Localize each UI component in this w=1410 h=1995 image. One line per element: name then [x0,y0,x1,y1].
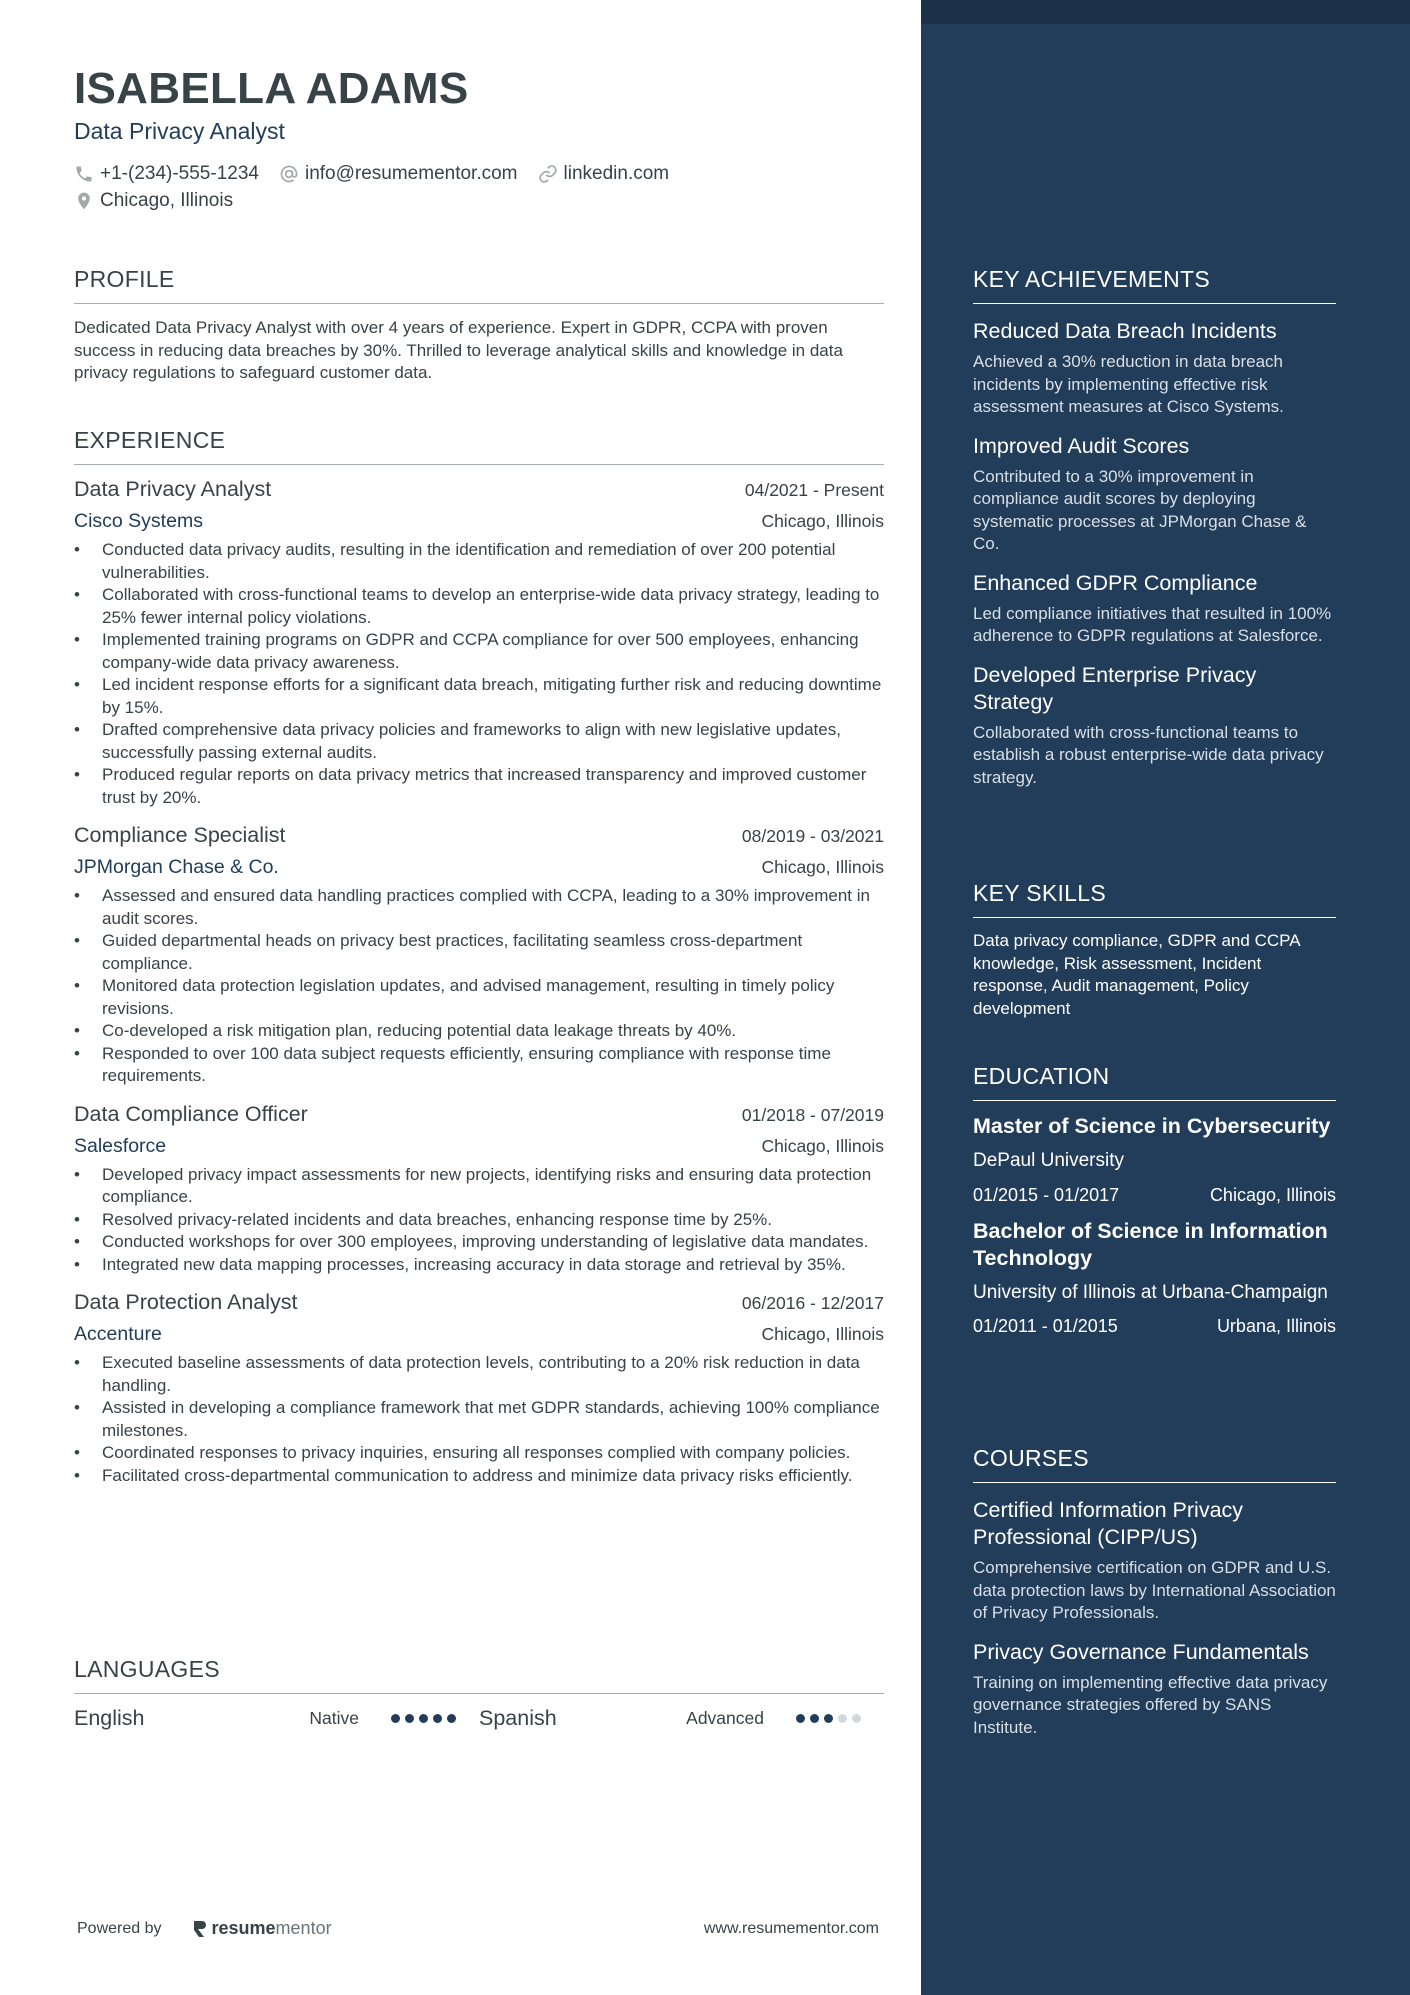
rating-dot [391,1714,400,1723]
resumementor-logo[interactable] [192,1918,332,1939]
job-bullets [74,1352,884,1487]
education-school: DePaul University [973,1150,1124,1171]
job-date: 08/2019 - 03/2021 [741,826,884,846]
location-text: Chicago, Illinois [100,189,234,211]
rating-dot [433,1714,442,1723]
language-list [74,1706,884,1731]
education-section [973,1063,1336,1337]
language-item [479,1706,884,1731]
bullet-item: • Assessed and ensured data handling practices complied with CCPA, leading to a 30% improvement in audit scores. [74,885,884,930]
education-location: Urbana, Illinois [1216,1316,1336,1336]
education-degree: Master of Science in Cybersecurity [973,1114,1331,1138]
rating-dot [796,1714,805,1723]
phone-contact[interactable] [74,163,259,185]
courses-section [973,1445,1336,1739]
footer-powered [77,1918,332,1939]
bullet-item: • Led incident response efforts for a significant data breach, mitigating further risk and reducing downtime by 15%. [74,674,884,719]
education-list [973,1113,1336,1337]
rating-dot [852,1714,861,1723]
achievements-heading: KEY ACHIEVEMENTS [973,266,1336,304]
email-text: info@resumementor.com [304,162,518,184]
profile-text: Dedicated Data Privacy Analyst with over 4 years of experience. Expert in GDPR, CCPA with proven success in reducing data breaches by 30%. Thrilled to leverage analytical skills and knowledge in data privacy regulations to safeguard customer data. [74,318,843,382]
job-subheader [74,856,884,879]
experience-section [74,427,884,1487]
education-item [973,1113,1336,1206]
contact-info [74,160,884,214]
bullet-item: • Implemented training programs on GDPR and CCPA compliance for over 500 employees, enhancing company-wide data privacy awareness. [74,629,884,674]
job-entry [74,1102,884,1277]
experience-heading: EXPERIENCE [74,427,884,465]
job-location: Chicago, Illinois [761,1135,884,1156]
job-subheader [74,1135,884,1158]
bullet-item: • Assisted in developing a compliance framework that met GDPR standards, achieving 100% compliance milestones. [74,1397,884,1442]
job-subheader [74,1323,884,1346]
bullet-item: • Produced regular reports on data privacy metrics that increased transparency and improved customer trust by 20%. [74,764,884,809]
achievement-text: Collaborated with cross-functional teams to establish a robust enterprise-wide data privacy strategy. [973,722,1324,787]
brand-light: mentor [275,1918,332,1938]
bullet-item: • Monitored data protection legislation updates, and advised management, resulting in timely policy revisions. [74,975,884,1020]
job-entry [74,823,884,1088]
link-icon [538,164,558,184]
achievement-title: Improved Audit Scores [973,433,1190,458]
education-meta [973,1316,1336,1337]
education-location: Chicago, Illinois [1209,1184,1336,1205]
courses-heading: COURSES [973,1445,1336,1483]
course-text: Training on implementing effective data privacy governance strategies offered by SANS Institute. [973,1672,1328,1737]
education-degree: Bachelor of Science in Information Technology [973,1218,1328,1270]
achievement-title: Developed Enterprise Privacy Strategy [973,662,1257,714]
skills-heading: KEY SKILLS [973,880,1336,918]
bullet-item: • Guided departmental heads on privacy best practices, facilitating seamless cross-department compliance. [74,930,884,975]
language-rating [391,1714,461,1723]
language-level: Advanced [686,1708,764,1728]
job-position: Data Privacy Analyst [74,477,272,501]
email-contact[interactable] [279,163,518,185]
education-school: University of Illinois at Urbana-Champaign [973,1281,1328,1303]
job-location: Chicago, Illinois [761,857,884,877]
education-heading: EDUCATION [973,1063,1336,1101]
bullet-item: • Executed baseline assessments of data protection levels, contributing to a 20% risk reduction in data handling. [74,1352,884,1397]
phone-text: +1-(234)-555-1234 [100,162,259,184]
job-position: Data Protection Analyst [74,1290,298,1314]
job-header [74,1102,884,1127]
job-entry [74,1290,884,1487]
bullet-item: • Facilitated cross-departmental communication to address and minimize data privacy risks efficiently. [74,1465,884,1488]
languages-heading: LANGUAGES [74,1656,884,1694]
job-position: Compliance Specialist [74,823,286,847]
job-header [74,477,884,502]
course-title: Privacy Governance Fundamentals [973,1639,1309,1664]
education-item [973,1218,1336,1338]
brand-bold: resume [211,1918,276,1938]
bullet-item: • Co-developed a risk mitigation plan, reducing potential data leakage threats by 40%. [74,1020,884,1043]
achievement-text: Achieved a 30% reduction in data breach incidents by implementing effective risk assessment measures at Cisco Systems. [973,352,1284,416]
rating-dot [810,1714,819,1723]
bullet-item: • Drafted comprehensive data privacy policies and frameworks to align with new legislative updates, successfully passing external audits. [74,719,884,764]
bullet-item: • Coordinated responses to privacy inquiries, ensuring all responses complied with company policies. [74,1442,884,1465]
sidebar [921,0,1410,1995]
job-bullets [74,885,884,1088]
bullet-item: • Resolved privacy-related incidents and data breaches, enhancing response time by 25%. [74,1209,884,1232]
at-icon [279,164,299,184]
powered-by-text: Powered by [77,1919,162,1937]
linkedin-contact[interactable] [538,163,670,185]
sidebar-top-bar [921,0,1410,24]
location-contact [74,190,233,212]
rating-dot [447,1714,456,1723]
education-date: 01/2011 - 01/2015 [973,1316,1118,1336]
bullet-item: • Conducted data privacy audits, resulting in the identification and remediation of over 200 potential vulnerabilities. [74,539,884,584]
course-item [973,1497,1336,1625]
job-date: 04/2021 - Present [744,480,884,500]
skills-section [973,880,1336,1020]
job-date: 01/2018 - 07/2019 [741,1104,884,1125]
rating-dot [405,1714,414,1723]
bullet-item: • Integrated new data mapping processes, increasing accuracy in data storage and retrieval by 35%. [74,1254,884,1277]
language-rating [796,1714,866,1723]
job-header [74,823,884,848]
skills-text: Data privacy compliance, GDPR and CCPA knowledge, Risk assessment, Incident response, Audit management, Policy development [973,931,1300,1018]
job-location: Chicago, Illinois [761,511,884,531]
candidate-name: ISABELLA ADAMS [74,64,469,113]
bullet-item: • Collaborated with cross-functional teams to develop an enterprise-wide data privacy strategy, leading to 25% fewer internal policy violations. [74,584,884,629]
course-item [973,1639,1336,1740]
achievements-section [973,266,1336,789]
job-company: Salesforce [74,1134,167,1157]
job-location: Chicago, Illinois [761,1324,884,1344]
job-title: Data Privacy Analyst [74,118,285,144]
language-item [74,1706,479,1731]
achievement-title: Reduced Data Breach Incidents [973,319,1277,343]
achievement-title: Enhanced GDPR Compliance [973,570,1258,595]
job-header [74,1290,884,1315]
job-company: Cisco Systems [74,510,203,532]
achievement-item [973,433,1336,556]
location-pin-icon [74,191,94,211]
profile-heading: PROFILE [74,266,884,304]
achievement-item [973,570,1336,648]
achievement-text: Contributed to a 30% improvement in compliance audit scores by deploying systematic processes at JPMorgan Chase & Co. [973,466,1307,553]
job-company: JPMorgan Chase & Co. [74,856,279,878]
achievement-text: Led compliance initiatives that resulted in 100% adherence to GDPR regulations at Salesforce. [973,603,1332,645]
job-bullets [74,539,884,809]
bullet-item: • Responded to over 100 data subject requests efficiently, ensuring compliance with response time requirements. [74,1043,884,1088]
achievement-item [973,318,1336,419]
bullet-item: • Conducted workshops for over 300 employees, improving understanding of legislative data mandates. [74,1231,884,1254]
job-company: Accenture [74,1323,162,1345]
rating-dot [838,1714,847,1723]
footer-website[interactable]: www.resumementor.com [703,1920,879,1937]
job-list [74,477,884,1487]
language-name: English [74,1706,145,1730]
achievement-list [973,318,1336,789]
course-text: Comprehensive certification on GDPR and U.S. data protection laws by International Association of Privacy Professionals. [973,1558,1336,1622]
job-subheader [74,510,884,533]
education-date: 01/2015 - 01/2017 [973,1184,1120,1205]
achievement-item [973,662,1336,790]
rating-dot [419,1714,428,1723]
languages-section [74,1656,884,1731]
profile-section [74,266,884,385]
bullet-item: • Developed privacy impact assessments for new projects, identifying risks and ensuring data protection compliance. [74,1164,884,1209]
rating-dot [824,1714,833,1723]
brand-mark-icon [192,1919,208,1939]
job-position: Data Compliance Officer [74,1101,308,1126]
phone-icon [74,164,94,184]
course-title: Certified Information Privacy Professional (CIPP/US) [973,1498,1244,1549]
language-name: Spanish [479,1706,557,1730]
education-meta [973,1185,1336,1206]
job-entry [74,477,884,809]
course-list [973,1497,1336,1739]
job-bullets [74,1164,884,1277]
job-date: 06/2016 - 12/2017 [741,1293,884,1313]
linkedin-text: linkedin.com [563,162,670,184]
language-level: Native [309,1708,359,1728]
